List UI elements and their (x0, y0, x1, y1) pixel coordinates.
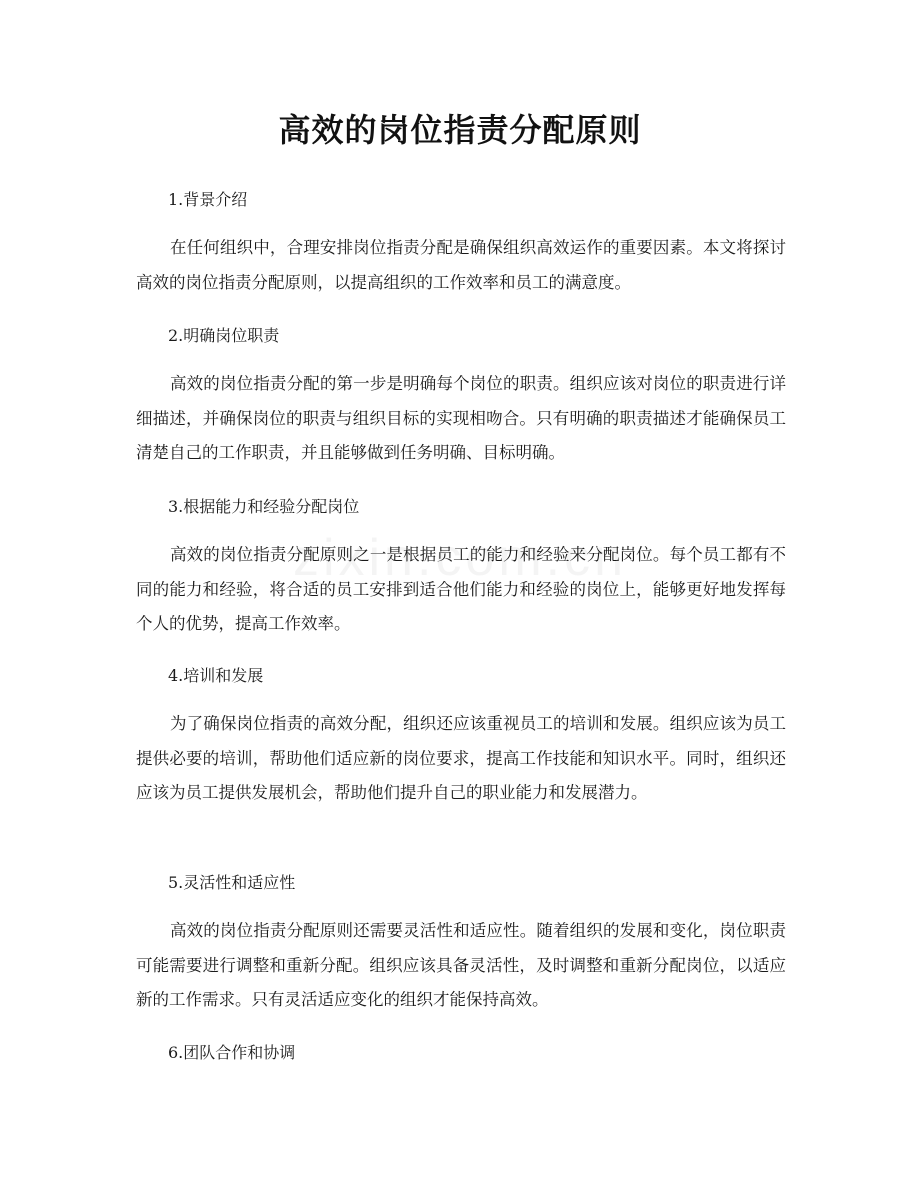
page-title: 高效的岗位指责分配原则 (278, 111, 642, 149)
section-heading-2: 2.明确岗位职责 (168, 326, 280, 345)
section-body-2: 高效的岗位指责分配的第一步是明确每个岗位的职责。组织应该对岗位的职责进行详细描述，并确保岗位的职责与组织目标的实现相吻合。只有明确的职责描述才能确保员工清楚自己的工作职责，并且能够做到任务明确、目标明确。 (136, 374, 786, 462)
section-heading-4: 4.培训和发展 (168, 666, 264, 685)
section-body-5: 高效的岗位指责分配原则还需要灵活性和适应性。随着组织的发展和变化，岗位职责可能需要进行调整和重新分配。组织应该具备灵活性，及时调整和重新分配岗位，以适应新的工作需求。只有灵活适应变化的组织才能保持高效。 (136, 921, 786, 1009)
section-heading-5: 5.灵活性和适应性 (168, 873, 296, 892)
section-body-1: 在任何组织中，合理安排岗位指责分配是确保组织高效运作的重要因素。本文将探讨高效的岗位指责分配原则，以提高组织的工作效率和员工的满意度。 (136, 238, 786, 292)
section-heading-1: 1.背景介绍 (168, 190, 248, 209)
section-heading-3: 3.根据能力和经验分配岗位 (168, 497, 360, 516)
section-body-4: 为了确保岗位指责的高效分配，组织还应该重视员工的培训和发展。组织应该为员工提供必要的培训，帮助他们适应新的岗位要求，提高工作技能和知识水平。同时，组织还应该为员工提供发展机会，帮助他们提升自己的职业能力和发展潜力。 (136, 714, 786, 802)
section-heading-6: 6.团队合作和协调 (168, 1043, 296, 1062)
section-body-3: 高效的岗位指责分配原则之一是根据员工的能力和经验来分配岗位。每个员工都有不同的能力和经验，将合适的员工安排到适合他们能力和经验的岗位上，能够更好地发挥每个人的优势，提高工作效率。 (136, 545, 786, 633)
